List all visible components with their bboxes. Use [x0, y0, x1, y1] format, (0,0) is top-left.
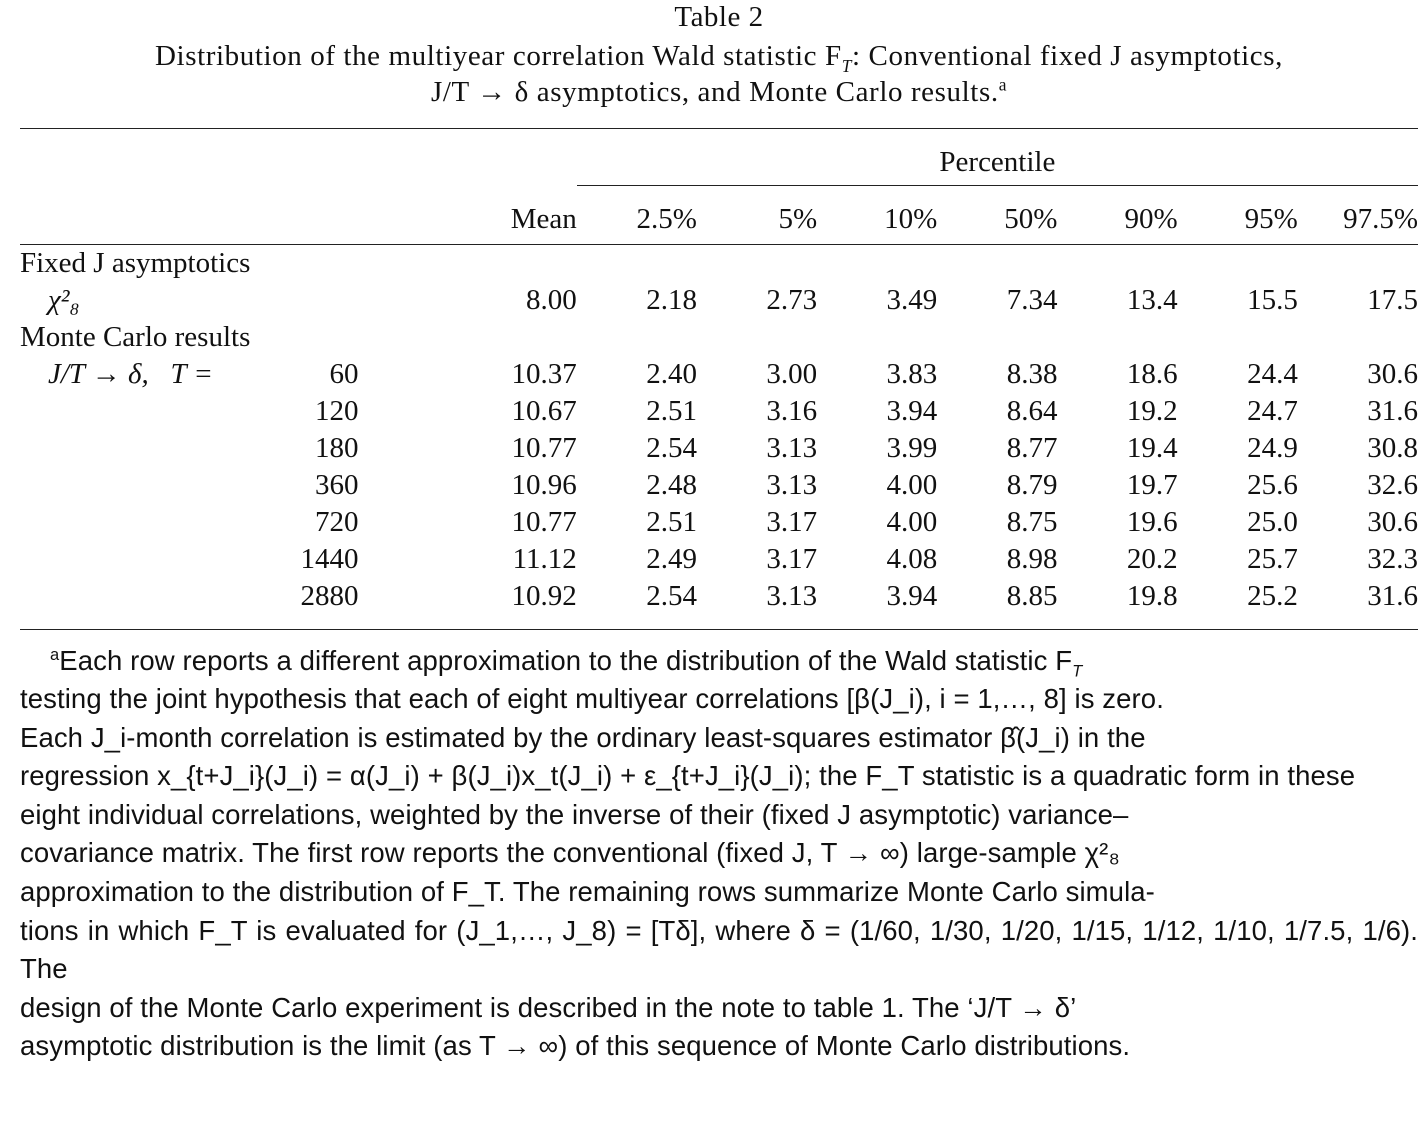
table-row	[20, 356, 1418, 393]
cell-percentile: 3.13	[766, 431, 818, 464]
cell-percentile: 3.13	[766, 579, 818, 612]
column-header-percentile: 97.5%	[1343, 202, 1418, 235]
cell-mean: 10.92	[511, 579, 577, 612]
column-header-percentile: 5%	[778, 202, 818, 235]
cell-mean: 10.37	[511, 357, 577, 390]
cell-percentile: 31.6	[1367, 579, 1418, 612]
table-row	[20, 282, 1418, 319]
cell-percentile: 3.17	[766, 505, 818, 538]
section-title: Fixed J asymptotics	[20, 246, 251, 279]
cell-percentile: 13.4	[1126, 283, 1178, 316]
footnote-line: Each J_i-month correlation is estimated by the ordinary least-squares estimator β̂(J_i) in the	[20, 721, 1146, 753]
cell-percentile: 24.4	[1247, 357, 1298, 390]
cell-mean: 11.12	[512, 542, 577, 575]
cell-percentile: 2.49	[646, 542, 697, 575]
cell-percentile: 3.94	[886, 579, 938, 612]
cell-percentile: 2.54	[646, 579, 697, 612]
row-label: χ²₈	[48, 283, 80, 316]
caption-line-1: Distribution of the multiyear correlation Wald statistic $F_T$: Conventional fixed J asymptotics,	[155, 40, 1283, 76]
cell-percentile: 19.2	[1126, 394, 1178, 427]
caption-line-2: J/T → δ asymptotics, and Monte Carlo results.$^a$	[430, 74, 1008, 108]
cell-percentile: 24.7	[1247, 394, 1298, 427]
paper-page	[20, 0, 1418, 1066]
row-label-value: 1440	[300, 542, 359, 575]
cell-percentile: 8.77	[1006, 431, 1058, 464]
cell-percentile: 4.08	[886, 542, 938, 575]
cell-percentile: 8.79	[1006, 468, 1058, 501]
table-row	[20, 541, 1418, 578]
cell-percentile: 2.40	[646, 357, 697, 390]
cell-percentile: 3.99	[886, 431, 938, 464]
cell-mean: 10.67	[511, 394, 577, 427]
footnote-line: asymptotic distribution is the limit (as T → ∞) of this sequence of Monte Carlo distributions.	[20, 1030, 1131, 1062]
cell-percentile: 2.48	[646, 468, 697, 501]
cell-percentile: 19.4	[1126, 431, 1178, 464]
row-label	[20, 467, 360, 504]
cell-percentile: 3.00	[766, 357, 818, 390]
cell-percentile: 19.7	[1126, 468, 1178, 501]
cell-percentile: 8.38	[1006, 357, 1058, 390]
cell-percentile: 8.75	[1006, 505, 1058, 538]
row-label	[20, 578, 360, 615]
column-header-percentile: 50%	[1004, 202, 1058, 235]
cell-mean: 10.96	[511, 468, 577, 501]
cell-percentile: 8.64	[1006, 394, 1058, 427]
cell-percentile: 2.54	[646, 431, 697, 464]
column-header-mean: Mean	[510, 202, 577, 235]
footnote-line: testing the joint hypothesis that each of eight multiyear correlations [β(J_i), i = 1,…, 8] is zero.	[20, 683, 1164, 715]
cell-percentile: 25.6	[1247, 468, 1298, 501]
results-table	[20, 129, 1418, 236]
table-row	[20, 430, 1418, 467]
row-label-value: 180	[314, 431, 359, 464]
cell-percentile: 8.98	[1006, 542, 1058, 575]
cell-percentile: 2.51	[646, 394, 697, 427]
cell-mean: 10.77	[511, 431, 577, 464]
cell-percentile: 32.6	[1367, 468, 1418, 501]
table-row	[20, 578, 1418, 615]
percentile-group-header: Percentile	[939, 145, 1056, 178]
cell-percentile: 4.00	[886, 505, 938, 538]
row-label-value: 2880	[300, 579, 359, 612]
cell-percentile: 30.8	[1367, 431, 1418, 464]
cell-mean: 10.77	[511, 505, 577, 538]
results-table-body	[20, 245, 1418, 615]
cell-percentile: 20.2	[1126, 542, 1178, 575]
cell-percentile: 25.0	[1247, 505, 1298, 538]
cell-percentile: 2.18	[646, 283, 697, 316]
cell-mean: 8.00	[526, 283, 577, 316]
cell-percentile: 30.6	[1367, 357, 1418, 390]
cell-percentile: 2.73	[766, 283, 818, 316]
cell-percentile: 18.6	[1126, 357, 1178, 390]
cell-percentile: 25.7	[1247, 542, 1298, 575]
cell-percentile: 3.94	[886, 394, 938, 427]
footnote-line: design of the Monte Carlo experiment is described in the note to table 1. The ‘J/T → δ’	[20, 991, 1077, 1023]
table-bottom-rule	[20, 629, 1418, 630]
footnote-line: tions in which F_T is evaluated for (J_1,…, J_8) = [Tδ], where δ = (1/60, 1/30, 1/20, 1/15, 1/12, 1/10, 1/7.5, 1/6). The	[20, 914, 1418, 985]
cell-percentile: 17.5	[1367, 283, 1418, 316]
cell-percentile: 8.85	[1006, 579, 1058, 612]
row-label	[20, 356, 360, 393]
cell-percentile: 3.16	[766, 394, 818, 427]
cell-percentile: 19.6	[1126, 505, 1178, 538]
cell-percentile: 31.6	[1367, 394, 1418, 427]
cell-percentile: 32.3	[1367, 542, 1418, 575]
cell-percentile: 30.6	[1367, 505, 1418, 538]
cell-percentile: 15.5	[1247, 283, 1298, 316]
footnote-line: regression x_{t+J_i}(J_i) = α(J_i) + β(J_i)x_t(J_i) + ε_{t+J_i}(J_i); the F_T statistic is a quadratic form in these	[20, 760, 1356, 792]
column-header-percentile: 90%	[1124, 202, 1178, 235]
row-prefix: J/T → δ, T =	[48, 357, 213, 390]
footnote-marker: a	[50, 645, 60, 664]
cell-percentile: 3.83	[886, 357, 938, 390]
column-header-percentile: 95%	[1244, 202, 1298, 235]
column-header-percentile: 10%	[884, 202, 938, 235]
row-label	[20, 541, 360, 578]
row-label	[20, 430, 360, 467]
row-label	[20, 393, 360, 430]
table-label: Table 2	[674, 1, 764, 33]
cell-percentile: 3.49	[886, 283, 938, 316]
footnote-line: approximation to the distribution of F_T. The remaining rows summarize Monte Carlo simula-	[20, 876, 1155, 908]
cell-percentile: 3.13	[766, 468, 818, 501]
row-label-value: 360	[314, 468, 359, 501]
table-row	[20, 504, 1418, 541]
footnote-line: eight individual correlations, weighted by the inverse of their (fixed J asymptotic) variance–	[20, 798, 1129, 830]
cell-percentile: 3.17	[766, 542, 818, 575]
footnote-line: $^a$Each row reports a different approximation to the distribution of the Wald statistic $F_T$	[50, 644, 1083, 680]
cell-percentile: 2.51	[646, 505, 697, 538]
column-header-percentile: 2.5%	[636, 202, 697, 235]
row-label	[20, 504, 360, 541]
row-label-value: 60	[329, 357, 359, 390]
cell-percentile: 24.9	[1247, 431, 1298, 464]
row-label-value: 120	[314, 394, 359, 427]
table-caption	[20, 38, 1418, 110]
cell-percentile: 4.00	[886, 468, 938, 501]
cell-percentile: 7.34	[1006, 283, 1058, 316]
row-label-value: 720	[314, 505, 359, 538]
footnote-line: covariance matrix. The first row reports the conventional (fixed J, T → ∞) large-sample χ²₈	[20, 837, 1120, 869]
cell-percentile: 25.2	[1247, 579, 1298, 612]
section-title: Monte Carlo results	[20, 320, 251, 353]
table-footnote	[20, 642, 1418, 1067]
table-row	[20, 467, 1418, 504]
table-row	[20, 393, 1418, 430]
cell-percentile: 19.8	[1126, 579, 1178, 612]
